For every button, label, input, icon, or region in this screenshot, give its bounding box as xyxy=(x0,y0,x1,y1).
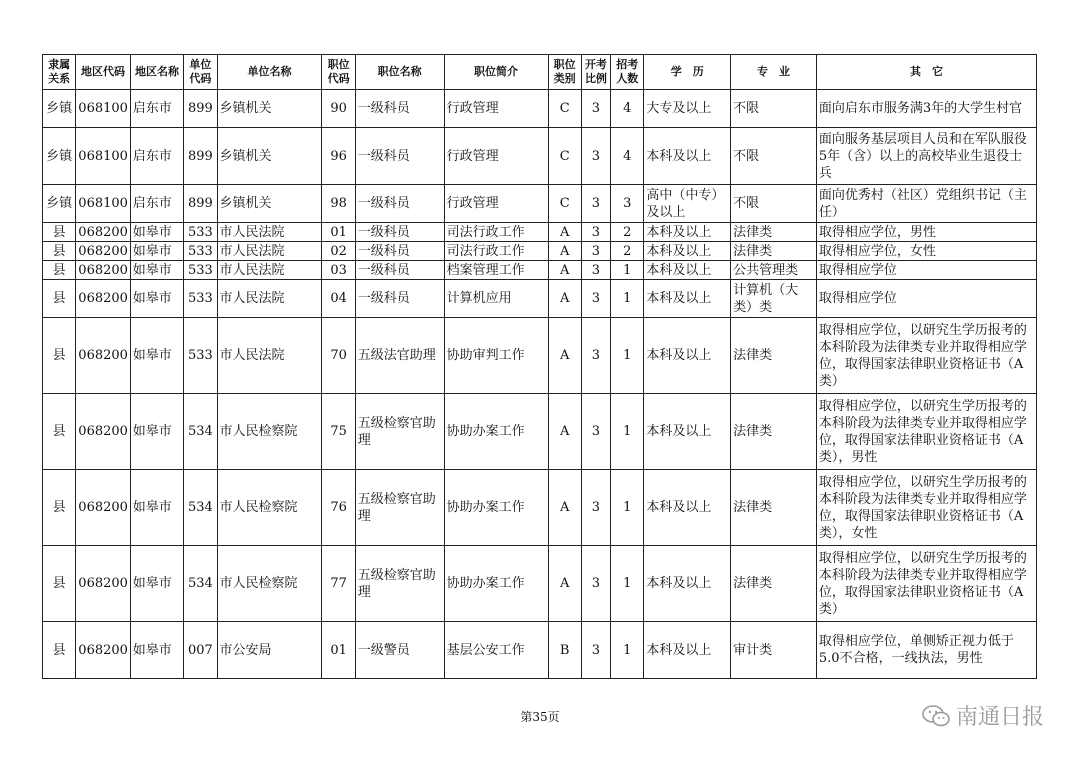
cell-relation: 县 xyxy=(43,280,76,318)
cell-region-name: 如皋市 xyxy=(130,622,183,679)
cell-education: 本科及以上 xyxy=(644,223,731,242)
cell-position-name: 一级科员 xyxy=(355,280,444,318)
cell-region-code: 068100 xyxy=(76,185,130,223)
cell-unit-code: 899 xyxy=(184,185,217,223)
table-row xyxy=(43,223,1037,242)
cell-unit-name: 乡镇机关 xyxy=(217,90,322,128)
cell-region-name: 如皋市 xyxy=(130,318,183,394)
cell-position-name: 五级检察官助理 xyxy=(355,546,444,622)
cell-other: 面向优秀村（社区）党组织书记（主任） xyxy=(816,185,1036,223)
cell-exam-ratio: 3 xyxy=(581,470,610,546)
cell-major: 公共管理类 xyxy=(731,261,817,280)
table-row xyxy=(43,90,1037,128)
cell-exam-ratio: 3 xyxy=(581,128,610,185)
cell-unit-name: 市人民法院 xyxy=(217,242,322,261)
cell-relation: 县 xyxy=(43,394,76,470)
table-row xyxy=(43,261,1037,280)
cell-region-code: 068200 xyxy=(76,546,130,622)
cell-other: 取得相应学位，女性 xyxy=(816,242,1036,261)
header-position-category: 职位类别 xyxy=(548,55,581,90)
cell-recruit-count: 4 xyxy=(611,90,644,128)
cell-other: 取得相应学位，以研究生学历报考的本科阶段为法律类专业并取得相应学位，取得国家法律职业资格证书（A类），男性 xyxy=(816,394,1036,470)
cell-unit-name: 市人民检察院 xyxy=(217,470,322,546)
cell-position-category: A xyxy=(548,470,581,546)
cell-recruit-count: 1 xyxy=(611,394,644,470)
cell-exam-ratio: 3 xyxy=(581,223,610,242)
cell-position-name: 一级科员 xyxy=(355,261,444,280)
cell-relation: 县 xyxy=(43,318,76,394)
cell-region-code: 068200 xyxy=(76,242,130,261)
cell-education: 本科及以上 xyxy=(644,261,731,280)
cell-exam-ratio: 3 xyxy=(581,242,610,261)
cell-unit-name: 市人民法院 xyxy=(217,280,322,318)
cell-exam-ratio: 3 xyxy=(581,280,610,318)
cell-recruit-count: 1 xyxy=(611,470,644,546)
cell-region-code: 068200 xyxy=(76,470,130,546)
cell-relation: 县 xyxy=(43,242,76,261)
cell-region-name: 如皋市 xyxy=(130,261,183,280)
cell-exam-ratio: 3 xyxy=(581,261,610,280)
table-row xyxy=(43,546,1037,622)
cell-region-name: 如皋市 xyxy=(130,546,183,622)
cell-education: 本科及以上 xyxy=(644,128,731,185)
cell-other: 取得相应学位 xyxy=(816,280,1036,318)
header-unit-name: 单位名称 xyxy=(217,55,322,90)
cell-major: 计算机（大类）类 xyxy=(731,280,817,318)
watermark-logo xyxy=(922,700,1044,731)
cell-major: 法律类 xyxy=(731,318,817,394)
cell-education: 高中（中专）及以上 xyxy=(644,185,731,223)
watermark-text: 南通日报 xyxy=(955,705,1044,730)
cell-position-name: 一级科员 xyxy=(355,128,444,185)
table-row xyxy=(43,394,1037,470)
cell-position-category: A xyxy=(548,318,581,394)
cell-exam-ratio: 3 xyxy=(581,185,610,223)
cell-region-code: 068200 xyxy=(76,261,130,280)
cell-major: 法律类 xyxy=(731,394,817,470)
cell-position-name: 五级检察官助理 xyxy=(355,470,444,546)
cell-position-desc: 基层公安工作 xyxy=(444,622,548,679)
header-relation: 隶属关系 xyxy=(43,55,76,90)
cell-unit-name: 乡镇机关 xyxy=(217,128,322,185)
cell-position-desc: 司法行政工作 xyxy=(444,242,548,261)
cell-other: 面向服务基层项目人员和在军队服役5年（含）以上的高校毕业生退役士兵 xyxy=(816,128,1036,185)
cell-position-desc: 司法行政工作 xyxy=(444,223,548,242)
cell-recruit-count: 1 xyxy=(611,622,644,679)
cell-position-code: 98 xyxy=(322,185,355,223)
cell-education: 本科及以上 xyxy=(644,470,731,546)
cell-position-name: 五级法官助理 xyxy=(355,318,444,394)
cell-position-category: C xyxy=(548,90,581,128)
cell-major: 法律类 xyxy=(731,242,817,261)
cell-position-code: 02 xyxy=(322,242,355,261)
cell-relation: 县 xyxy=(43,622,76,679)
cell-region-name: 启东市 xyxy=(130,185,183,223)
cell-region-code: 068200 xyxy=(76,622,130,679)
cell-other: 取得相应学位，以研究生学历报考的本科阶段为法律类专业并取得相应学位，取得国家法律职业资格证书（A类），女性 xyxy=(816,470,1036,546)
cell-region-code: 068200 xyxy=(76,318,130,394)
cell-position-code: 03 xyxy=(322,261,355,280)
cell-position-desc: 行政管理 xyxy=(444,185,548,223)
header-region-code: 地区代码 xyxy=(76,55,130,90)
cell-relation: 县 xyxy=(43,261,76,280)
cell-exam-ratio: 3 xyxy=(581,546,610,622)
cell-region-name: 如皋市 xyxy=(130,394,183,470)
cell-position-category: A xyxy=(548,546,581,622)
cell-education: 大专及以上 xyxy=(644,90,731,128)
cell-region-code: 068100 xyxy=(76,128,130,185)
cell-unit-code: 899 xyxy=(184,90,217,128)
cell-position-desc: 行政管理 xyxy=(444,128,548,185)
cell-recruit-count: 2 xyxy=(611,223,644,242)
cell-region-name: 如皋市 xyxy=(130,280,183,318)
cell-region-name: 启东市 xyxy=(130,128,183,185)
cell-position-name: 一级科员 xyxy=(355,185,444,223)
cell-position-code: 96 xyxy=(322,128,355,185)
table-row xyxy=(43,185,1037,223)
cell-position-code: 77 xyxy=(322,546,355,622)
cell-region-name: 启东市 xyxy=(130,90,183,128)
header-education: 学 历 xyxy=(644,55,731,90)
cell-education: 本科及以上 xyxy=(644,394,731,470)
header-major: 专 业 xyxy=(731,55,817,90)
cell-unit-name: 市公安局 xyxy=(217,622,322,679)
cell-other: 面向启东市服务满3年的大学生村官 xyxy=(816,90,1036,128)
cell-region-code: 068100 xyxy=(76,90,130,128)
cell-position-category: A xyxy=(548,223,581,242)
cell-position-name: 一级科员 xyxy=(355,90,444,128)
cell-major: 不限 xyxy=(731,128,817,185)
cell-major: 审计类 xyxy=(731,622,817,679)
cell-recruit-count: 2 xyxy=(611,242,644,261)
cell-major: 法律类 xyxy=(731,223,817,242)
cell-recruit-count: 1 xyxy=(611,318,644,394)
cell-unit-name: 市人民检察院 xyxy=(217,394,322,470)
table-row xyxy=(43,280,1037,318)
cell-recruit-count: 3 xyxy=(611,185,644,223)
cell-position-desc: 协助审判工作 xyxy=(444,318,548,394)
cell-position-code: 75 xyxy=(322,394,355,470)
cell-recruit-count: 1 xyxy=(611,546,644,622)
cell-major: 法律类 xyxy=(731,546,817,622)
wechat-icon xyxy=(922,704,950,728)
cell-unit-name: 市人民检察院 xyxy=(217,546,322,622)
cell-position-code: 90 xyxy=(322,90,355,128)
cell-education: 本科及以上 xyxy=(644,242,731,261)
cell-position-code: 01 xyxy=(322,622,355,679)
cell-position-desc: 计算机应用 xyxy=(444,280,548,318)
cell-relation: 乡镇 xyxy=(43,90,76,128)
header-recruit-count: 招考人数 xyxy=(611,55,644,90)
cell-position-code: 70 xyxy=(322,318,355,394)
table-row xyxy=(43,470,1037,546)
header-position-desc: 职位简介 xyxy=(444,55,548,90)
cell-position-desc: 行政管理 xyxy=(444,90,548,128)
cell-recruit-count: 1 xyxy=(611,261,644,280)
cell-unit-code: 007 xyxy=(184,622,217,679)
cell-position-desc: 档案管理工作 xyxy=(444,261,548,280)
cell-unit-code: 533 xyxy=(184,318,217,394)
cell-position-category: A xyxy=(548,261,581,280)
table-row xyxy=(43,318,1037,394)
cell-exam-ratio: 3 xyxy=(581,394,610,470)
cell-unit-name: 乡镇机关 xyxy=(217,185,322,223)
cell-relation: 县 xyxy=(43,223,76,242)
cell-unit-code: 533 xyxy=(184,261,217,280)
header-position-name: 职位名称 xyxy=(355,55,444,90)
cell-unit-code: 899 xyxy=(184,128,217,185)
cell-unit-code: 533 xyxy=(184,242,217,261)
cell-relation: 乡镇 xyxy=(43,185,76,223)
cell-position-category: A xyxy=(548,394,581,470)
cell-exam-ratio: 3 xyxy=(581,90,610,128)
cell-position-category: C xyxy=(548,128,581,185)
cell-region-name: 如皋市 xyxy=(130,242,183,261)
header-position-code: 职位代码 xyxy=(322,55,355,90)
recruitment-table xyxy=(42,54,1037,679)
cell-major: 不限 xyxy=(731,185,817,223)
cell-position-name: 一级科员 xyxy=(355,242,444,261)
cell-recruit-count: 4 xyxy=(611,128,644,185)
cell-unit-name: 市人民法院 xyxy=(217,261,322,280)
cell-exam-ratio: 3 xyxy=(581,318,610,394)
cell-position-desc: 协助办案工作 xyxy=(444,546,548,622)
cell-exam-ratio: 3 xyxy=(581,622,610,679)
table-header-row xyxy=(43,55,1037,90)
cell-education: 本科及以上 xyxy=(644,318,731,394)
cell-position-name: 一级科员 xyxy=(355,223,444,242)
cell-region-code: 068200 xyxy=(76,280,130,318)
cell-major: 法律类 xyxy=(731,470,817,546)
cell-position-code: 01 xyxy=(322,223,355,242)
cell-unit-code: 534 xyxy=(184,470,217,546)
cell-region-code: 068200 xyxy=(76,223,130,242)
cell-region-name: 如皋市 xyxy=(130,223,183,242)
table-row xyxy=(43,242,1037,261)
table-row xyxy=(43,128,1037,185)
cell-relation: 县 xyxy=(43,546,76,622)
header-other: 其 它 xyxy=(816,55,1036,90)
cell-relation: 乡镇 xyxy=(43,128,76,185)
cell-position-desc: 协助办案工作 xyxy=(444,394,548,470)
cell-education: 本科及以上 xyxy=(644,622,731,679)
cell-other: 取得相应学位，男性 xyxy=(816,223,1036,242)
cell-education: 本科及以上 xyxy=(644,280,731,318)
cell-recruit-count: 1 xyxy=(611,280,644,318)
cell-other: 取得相应学位，以研究生学历报考的本科阶段为法律类专业并取得相应学位，取得国家法律职业资格证书（A类） xyxy=(816,318,1036,394)
cell-position-code: 04 xyxy=(322,280,355,318)
table-body xyxy=(43,90,1037,679)
cell-other: 取得相应学位 xyxy=(816,261,1036,280)
cell-unit-code: 533 xyxy=(184,280,217,318)
table-row xyxy=(43,622,1037,679)
cell-position-category: A xyxy=(548,242,581,261)
cell-other: 取得相应学位，以研究生学历报考的本科阶段为法律类专业并取得相应学位，取得国家法律职业资格证书（A类） xyxy=(816,546,1036,622)
cell-position-category: B xyxy=(548,622,581,679)
cell-region-code: 068200 xyxy=(76,394,130,470)
header-exam-ratio: 开考比例 xyxy=(581,55,610,90)
cell-education: 本科及以上 xyxy=(644,546,731,622)
cell-unit-code: 533 xyxy=(184,223,217,242)
cell-unit-name: 市人民法院 xyxy=(217,318,322,394)
cell-position-category: A xyxy=(548,280,581,318)
cell-position-name: 一级警员 xyxy=(355,622,444,679)
cell-unit-code: 534 xyxy=(184,546,217,622)
cell-major: 不限 xyxy=(731,90,817,128)
header-region-name: 地区名称 xyxy=(130,55,183,90)
cell-unit-code: 534 xyxy=(184,394,217,470)
cell-position-desc: 协助办案工作 xyxy=(444,470,548,546)
header-unit-code: 单位代码 xyxy=(184,55,217,90)
cell-unit-name: 市人民法院 xyxy=(217,223,322,242)
cell-position-name: 五级检察官助理 xyxy=(355,394,444,470)
page-number: 第35页 xyxy=(520,710,560,724)
cell-other: 取得相应学位，单侧矫正视力低于5.0不合格，一线执法，男性 xyxy=(816,622,1036,679)
cell-position-code: 76 xyxy=(322,470,355,546)
cell-region-name: 如皋市 xyxy=(130,470,183,546)
cell-relation: 县 xyxy=(43,470,76,546)
cell-position-category: C xyxy=(548,185,581,223)
